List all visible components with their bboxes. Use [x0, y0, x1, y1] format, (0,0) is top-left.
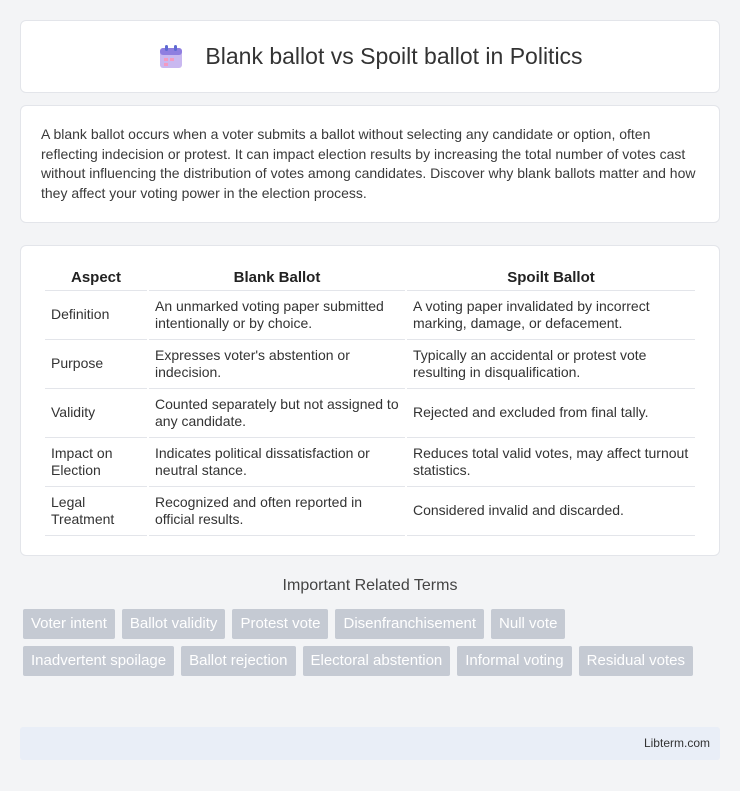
spoilt-ballot-cell: Considered invalid and discarded. — [407, 487, 695, 536]
tag-informal-voting[interactable]: Informal voting — [457, 646, 571, 676]
tag-ballot-validity[interactable]: Ballot validity — [122, 609, 226, 639]
aspect-cell: Definition — [45, 291, 147, 340]
page-title: Blank ballot vs Spoilt ballot in Politics — [205, 43, 583, 69]
spoilt-ballot-cell: Rejected and excluded from final tally. — [407, 389, 695, 438]
tag-electoral-abstention[interactable]: Electoral abstention — [303, 646, 451, 676]
tag-protest-vote[interactable]: Protest vote — [232, 609, 328, 639]
blank-ballot-cell: Counted separately but not assigned to any candidate. — [149, 389, 405, 438]
comparison-table — [43, 266, 697, 536]
footer-site-link[interactable]: Libterm.com — [643, 736, 710, 750]
aspect-cell: Impact on Election — [45, 438, 147, 487]
blank-ballot-cell: An unmarked voting paper submitted intentionally or by choice. — [149, 291, 405, 340]
tag-disenfranchisement[interactable]: Disenfranchisement — [335, 609, 484, 639]
related-terms-list — [23, 609, 723, 683]
footer — [20, 727, 720, 760]
calendar-icon — [157, 43, 185, 71]
tag-null-vote[interactable]: Null vote — [491, 609, 565, 639]
tag-residual-votes[interactable]: Residual votes — [579, 646, 693, 676]
intro-card — [20, 105, 720, 223]
comparison-card — [20, 245, 720, 556]
table-header-row — [45, 266, 695, 291]
table-row — [45, 438, 695, 487]
tag-voter-intent[interactable]: Voter intent — [23, 609, 115, 639]
tag-ballot-rejection[interactable]: Ballot rejection — [181, 646, 295, 676]
header-card — [20, 20, 720, 93]
column-header-blank-ballot: Blank Ballot — [149, 266, 405, 291]
spoilt-ballot-cell: Typically an accidental or protest vote resulting in disqualification. — [407, 340, 695, 389]
table-row — [45, 487, 695, 536]
column-header-aspect: Aspect — [45, 266, 147, 291]
blank-ballot-cell: Indicates political dissatisfaction or neutral stance. — [149, 438, 405, 487]
table-row — [45, 291, 695, 340]
table-row — [45, 389, 695, 438]
blank-ballot-cell: Expresses voter's abstention or indecision. — [149, 340, 405, 389]
aspect-cell: Legal Treatment — [45, 487, 147, 536]
intro-text: A blank ballot occurs when a voter submits a ballot without selecting any candidate or option, often reflecting indecision or protest. It can impact election results by increasing the total number of votes cast without influencing the distribution of votes among candidates. Discover why blank ballots matter and how they affect your voting power in the election process. — [41, 126, 696, 201]
column-header-spoilt-ballot: Spoilt Ballot — [407, 266, 695, 291]
table-row — [45, 340, 695, 389]
spoilt-ballot-cell: A voting paper invalidated by incorrect marking, damage, or defacement. — [407, 291, 695, 340]
spoilt-ballot-cell: Reduces total valid votes, may affect turnout statistics. — [407, 438, 695, 487]
tag-inadvertent-spoilage[interactable]: Inadvertent spoilage — [23, 646, 174, 676]
aspect-cell: Validity — [45, 389, 147, 438]
related-terms-title: Important Related Terms — [282, 577, 458, 594]
blank-ballot-cell: Recognized and often reported in official results. — [149, 487, 405, 536]
aspect-cell: Purpose — [45, 340, 147, 389]
